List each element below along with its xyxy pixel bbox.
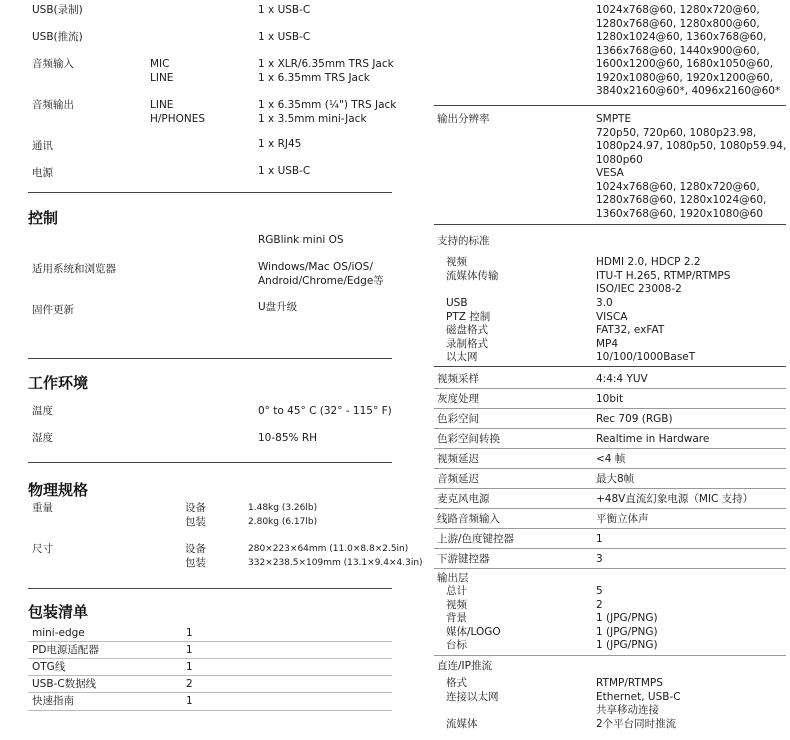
- streaming-value: RTMP/RTMPS Ethernet, USB-C 共享移动连接 2个平台同时推流: [596, 677, 681, 730]
- row-divider: [434, 448, 786, 449]
- audio-in-label: 音频输入: [32, 58, 74, 70]
- row-divider: [434, 548, 786, 549]
- spec-value: 10bit: [596, 393, 624, 405]
- firmware-value: U盘升级: [258, 301, 298, 313]
- row-divider: [28, 675, 392, 676]
- spec-label: 色彩空间转换: [437, 433, 500, 445]
- temp-label: 温度: [32, 405, 53, 417]
- spec-label: 色彩空间: [437, 413, 479, 425]
- row-divider: [28, 658, 392, 659]
- usb-record-label: USB(录制): [32, 4, 83, 16]
- row-divider: [434, 428, 786, 429]
- spec-value: <4 帧: [596, 453, 626, 465]
- standards-sub-2: USB PTZ 控制 磁盘格式 录制格式 以太网: [446, 297, 491, 363]
- output-resolution-value: SMPTE 720p50, 720p60, 1080p23.98, 1080p24.97, 1080p50, 1080p59.94, 1080p60 VESA 1024x768@60, 1280x720@60, 1280x768@60, 1280x1024@60, 1360x768@60, 1920x1080@60: [596, 113, 787, 220]
- row-divider: [434, 488, 786, 489]
- spec-value: 1: [596, 533, 603, 545]
- list-item: 快速指南: [32, 695, 74, 707]
- spec-label: 音频延迟: [437, 473, 479, 485]
- spec-label: 视频延迟: [437, 453, 479, 465]
- control-browser-label: 适用系统和浏览器: [32, 263, 116, 275]
- power-label: 电源: [32, 167, 53, 179]
- divider: [434, 366, 786, 367]
- list-item: OTG线: [32, 661, 66, 673]
- row-divider: [434, 568, 786, 569]
- spec-label: 线路音频输入: [437, 513, 500, 525]
- divider: [28, 462, 392, 463]
- spec-label: 下游键控器: [437, 553, 490, 565]
- humidity-label: 湿度: [32, 432, 53, 444]
- humidity-value: 10-85% RH: [258, 432, 318, 444]
- audio-out-value: 1 x 6.35mm (¼") TRS Jack 1 x 3.5mm mini-Jack: [258, 99, 397, 125]
- list-item-qty: 2: [186, 678, 193, 690]
- standards-label: 支持的标准: [437, 235, 490, 247]
- row-divider: [434, 528, 786, 529]
- spec-value: Realtime in Hardware: [596, 433, 710, 445]
- output-layers-value: 5 2 1 (JPG/PNG) 1 (JPG/PNG) 1 (JPG/PNG): [596, 585, 658, 651]
- divider: [28, 588, 392, 589]
- control-heading: 控制: [28, 209, 59, 227]
- list-item: PD电源适配器: [32, 644, 99, 656]
- audio-out-label: 音频输出: [32, 99, 74, 111]
- spec-value: +48V直流幻象电源（MIC 支持）: [596, 493, 754, 505]
- list-item: USB-C数据线: [32, 678, 97, 690]
- row-divider: [434, 655, 786, 656]
- row-divider: [28, 710, 392, 711]
- control-os-value: RGBlink mini OS: [258, 234, 344, 246]
- list-item-qty: 1: [186, 644, 193, 656]
- weight-sub: 设备 包装: [185, 502, 206, 528]
- spec-value: 4:4:4 YUV: [596, 373, 648, 385]
- size-value: 280×223×64mm (11.0×8.8×2.5in) 332×238.5×109mm (13.1×9.4×4.3in): [248, 544, 423, 568]
- output-resolution-label: 输出分辨率: [437, 113, 490, 125]
- environment-heading: 工作环境: [28, 374, 89, 392]
- audio-out-sub: LINE H/PHONES: [150, 99, 206, 125]
- standards-value-1: HDMI 2.0, HDCP 2.2 ITU-T H.265, RTMP/RTMPS ISO/IEC 23008-2: [596, 256, 731, 295]
- usb-record-value: 1 x USB-C: [258, 4, 311, 16]
- comm-value: 1 x RJ45: [258, 138, 302, 150]
- row-divider: [434, 508, 786, 509]
- size-label: 尺寸: [32, 543, 53, 555]
- power-value: 1 x USB-C: [258, 165, 311, 177]
- package-heading: 包装清单: [28, 603, 89, 621]
- output-resolution-top: 1024x768@60, 1280x720@60, 1280x768@60, 1280x800@60, 1280x1024@60, 1360x768@60, 1366x768@60, 1440x900@60, 1600x1200@60, 1680x1050@60, 1920x1080@60, 1920x1200@60, 3840x2160@60*, 4096x2160@60*: [596, 4, 781, 97]
- list-item: mini-edge: [32, 627, 85, 639]
- usb-stream-label: USB(推流): [32, 31, 83, 43]
- list-item-qty: 1: [186, 661, 193, 673]
- spec-label: 上游/色度键控器: [437, 533, 515, 545]
- control-browser-value: Windows/Mac OS/iOS/ Android/Chrome/Edge等: [258, 261, 384, 287]
- row-divider: [434, 408, 786, 409]
- spec-value: 3: [596, 553, 603, 565]
- output-layers-label: 输出层: [437, 572, 469, 584]
- spec-label: 麦克风电源: [437, 493, 490, 505]
- size-sub: 设备 包装: [185, 543, 206, 569]
- row-divider: [434, 468, 786, 469]
- audio-in-value: 1 x XLR/6.35mm TRS Jack 1 x 6.35mm TRS Jack: [258, 58, 394, 84]
- spec-value: Rec 709 (RGB): [596, 413, 673, 425]
- spec-label: 视频采样: [437, 373, 479, 385]
- firmware-label: 固件更新: [32, 304, 74, 316]
- physical-heading: 物理规格: [28, 481, 89, 499]
- standards-value-2: 3.0 VISCA FAT32, exFAT MP4 10/100/1000BaseT: [596, 297, 696, 363]
- divider: [28, 358, 392, 359]
- row-divider: [28, 692, 392, 693]
- audio-in-sub: MIC LINE: [150, 58, 174, 84]
- row-divider: [28, 641, 392, 642]
- output-layers-sub: 总计 视频 背景 媒体/LOGO 台标: [446, 585, 501, 651]
- spec-value: 最大8帧: [596, 473, 635, 485]
- temp-value: 0° to 45° C (32° - 115° F): [258, 405, 392, 417]
- streaming-sub: 格式 连接以太网 流媒体: [446, 677, 499, 730]
- list-item-qty: 1: [186, 627, 193, 639]
- spec-label: 灰度处理: [437, 393, 479, 405]
- list-item-qty: 1: [186, 695, 193, 707]
- comm-label: 通讯: [32, 140, 53, 152]
- usb-stream-value: 1 x USB-C: [258, 31, 311, 43]
- weight-value: 1.48kg (3.26lb) 2.80kg (6.17lb): [248, 503, 318, 527]
- spec-value: 平衡立体声: [596, 513, 649, 525]
- divider: [28, 192, 392, 193]
- standards-sub-1: 视频 流媒体传输: [446, 256, 499, 282]
- divider: [434, 224, 786, 225]
- divider: [434, 105, 786, 106]
- weight-label: 重量: [32, 502, 53, 514]
- row-divider: [434, 388, 786, 389]
- streaming-label: 直连/IP推流: [437, 660, 492, 672]
